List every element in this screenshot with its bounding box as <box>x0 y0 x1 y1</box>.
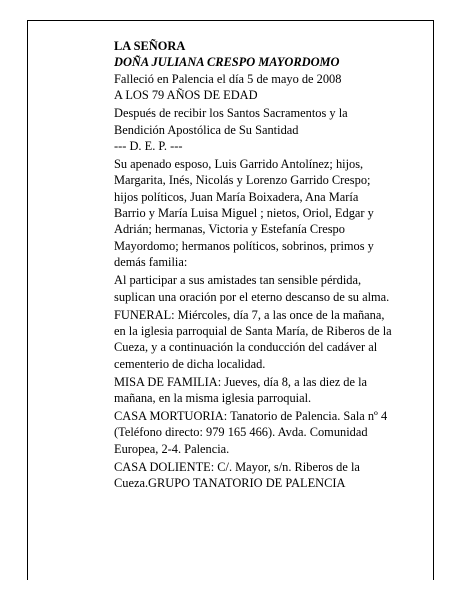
paragraph-line: Europea, 2-4. Palencia. <box>114 441 230 456</box>
family-paragraph <box>114 156 426 271</box>
request-paragraph <box>114 272 426 305</box>
sacraments-paragraph <box>114 105 426 138</box>
mortuary-paragraph <box>114 408 426 457</box>
paragraph-line: FUNERAL: Miércoles, día 7, a las once de la mañana, <box>114 307 385 322</box>
age-line: A LOS 79 AÑOS DE EDAD <box>114 88 258 103</box>
paragraph-line: mañana, en la misma iglesia parroquial. <box>114 391 312 406</box>
paragraph-line: CASA MORTUORIA: Tanatorio de Palencia. Sala nº 4 <box>114 408 388 423</box>
paragraph-line: Adrián; hermanas, Victoria y Estefanía Crespo <box>114 222 345 237</box>
paragraph-line: Cueza, y a continuación la conducción del cadáver al <box>114 340 378 355</box>
paragraph-line: Su apenado esposo, Luis Garrido Antolínez; hijos, <box>114 156 364 171</box>
deceased-name: DOÑA JULIANA CRESPO MAYORDOMO <box>114 55 340 70</box>
paragraph-line: MISA DE FAMILIA: Jueves, día 8, a las diez de la <box>114 374 368 389</box>
family-mass-paragraph <box>114 374 426 407</box>
paragraph-line: en la iglesia parroquial de Santa María, de Riberos de la <box>114 323 392 338</box>
paragraph-line: (Teléfono directo: 979 165 466). Avda. Comunidad <box>114 425 368 440</box>
paragraph-line: Bendición Apostólica de Su Santidad <box>114 122 299 137</box>
paragraph-line: hijos políticos, Juan María Boixadera, Ana María <box>114 189 359 204</box>
paragraph-line: cementerio de dicha localidad. <box>114 356 266 371</box>
paragraph-line: CASA DOLIENTE: C/. Mayor, s/n. Riberos de la <box>114 459 360 474</box>
death-date: Falleció en Palencia el día 5 de mayo de 2008 <box>114 71 342 86</box>
paragraph-line: Cueza.GRUPO TANATORIO DE PALENCIA <box>114 476 346 491</box>
funeral-paragraph <box>114 307 426 373</box>
paragraph-line: Al participar a sus amistades tan sensible pérdida, <box>114 273 362 288</box>
paragraph-line: demás familia: <box>114 255 188 270</box>
paragraph-line: suplican una oración por el eterno descanso de su alma. <box>114 289 390 304</box>
paragraph-line: Mayordomo; hermanos políticos, sobrinos, primos y <box>114 238 374 253</box>
paragraph-line: Después de recibir los Santos Sacramentos y la <box>114 106 348 121</box>
paragraph-line: Barrio y María Luisa Miguel ; nietos, Oriol, Edgar y <box>114 206 374 221</box>
obituary-notice <box>114 38 426 491</box>
paragraph-line: Margarita, Inés, Nicolás y Lorenzo Garrido Crespo; <box>114 173 371 188</box>
title-line-1: LA SEÑORA <box>114 39 186 53</box>
home-paragraph <box>114 459 426 492</box>
dep-line: --- D. E. P. --- <box>114 138 183 153</box>
